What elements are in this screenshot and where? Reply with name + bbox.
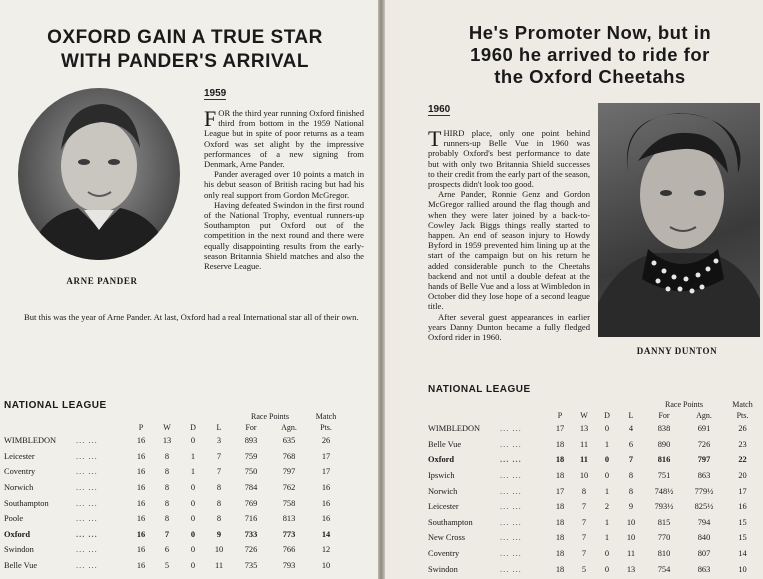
left-header-w: W — [163, 423, 171, 432]
cell-d: 0 — [604, 455, 610, 465]
cell-pts: 23 — [738, 439, 747, 449]
table-row — [428, 499, 761, 515]
cell-p: 16 — [136, 451, 146, 461]
cell-d: 1 — [604, 517, 610, 527]
right-year-heading: 1960 — [428, 104, 451, 115]
cell-l: 10 — [626, 533, 636, 543]
cell-pts: 17 — [321, 451, 331, 461]
cell-l: 7 — [216, 451, 222, 461]
cell-p: 18 — [555, 549, 565, 559]
right-header-pts: Pts. — [736, 411, 749, 420]
cell-team: Norwich — [428, 486, 458, 496]
cell-team: WIMBLEDON — [4, 436, 57, 446]
cell-w: 5 — [164, 561, 170, 571]
cell-agn: 840 — [697, 533, 711, 543]
cell-for: 784 — [244, 483, 258, 493]
left-table-header-top — [4, 411, 344, 422]
cell-team: Oxford — [4, 529, 31, 539]
leader-dots: ... ... — [76, 467, 98, 477]
right-header-p: P — [557, 411, 563, 420]
cell-l: 8 — [216, 498, 222, 508]
cell-pts: 14 — [738, 549, 747, 559]
cell-l: 13 — [626, 564, 636, 574]
cell-l: 8 — [216, 483, 222, 493]
cell-w: 7 — [581, 517, 587, 527]
cell-pts: 10 — [321, 561, 331, 571]
cell-d: 1 — [604, 439, 610, 449]
right-table-header — [428, 410, 761, 421]
cell-p: 16 — [136, 561, 146, 571]
left-article-p2: Pander averaged over 10 points a match in his debut season of British racing but had his only real support from Gordon McGregor. — [204, 169, 364, 200]
cell-w: 13 — [162, 436, 172, 446]
cell-for: 759 — [244, 451, 258, 461]
table-row — [4, 480, 344, 496]
cell-l: 8 — [628, 471, 634, 481]
table-row — [4, 464, 344, 480]
table-row — [4, 542, 344, 558]
right-headline-line-2: 1960 he arrived to ride for — [470, 44, 710, 65]
cell-p: 16 — [136, 483, 146, 493]
cell-pts: 26 — [321, 436, 331, 446]
cell-l: 7 — [628, 455, 634, 465]
leader-dots: ... ... — [500, 549, 522, 559]
cell-agn: 758 — [282, 498, 296, 508]
left-header-race-points: Race Points — [251, 412, 289, 421]
cell-agn: 773 — [282, 529, 296, 539]
cell-agn: 863 — [697, 564, 711, 574]
right-article-p2: Arne Pander, Ronnie Genz and Gordon McGregor rallied around the flag though and when they were later joined by a back-to-Cowley Jack Biggs things really started to happen. An end of season injury to Howdy Byford in 1959 prevented him lining up at the start of the campaign but on his return he added considerable punch to the Cheetahs backend and not until a double defeat at the hands of Belle Vue and a loss at Wimbledon in October did they lose hope of a second league title. — [428, 189, 590, 312]
cell-p: 18 — [555, 517, 565, 527]
cell-agn: 825½ — [694, 502, 714, 512]
leader-dots: ... ... — [500, 533, 522, 543]
cell-team: Leicester — [4, 451, 35, 461]
table-row — [4, 449, 344, 465]
cell-w: 7 — [164, 529, 170, 539]
cell-w: 8 — [164, 498, 170, 508]
left-header-for: For — [245, 423, 257, 432]
cell-team: Leicester — [428, 502, 459, 512]
left-header-agn: Agn. — [281, 423, 297, 432]
left-headline-line-2: WITH PANDER'S ARRIVAL — [61, 51, 309, 72]
cell-l: 8 — [216, 514, 222, 524]
table-row — [428, 546, 761, 562]
right-header-race-points: Race Points — [665, 400, 703, 409]
leader-dots: ... ... — [76, 436, 98, 446]
cell-w: 8 — [164, 483, 170, 493]
cell-d: 0 — [604, 471, 610, 481]
left-header-p: P — [138, 423, 144, 432]
cell-p: 16 — [136, 467, 146, 477]
leader-dots: ... ... — [500, 517, 522, 527]
cell-pts: 22 — [738, 455, 747, 465]
leader-dots: ... ... — [500, 564, 522, 574]
cell-p: 18 — [555, 471, 565, 481]
cell-d: 0 — [190, 483, 196, 493]
page-gutter — [378, 0, 385, 579]
cell-l: 6 — [628, 439, 634, 449]
cell-for: 751 — [657, 471, 671, 481]
cell-for: 770 — [657, 533, 671, 543]
danny-dunton-photo — [598, 103, 760, 337]
leader-dots: ... ... — [500, 502, 522, 512]
cell-d: 0 — [190, 529, 196, 539]
cell-pts: 16 — [321, 498, 331, 508]
cell-pts: 17 — [321, 467, 331, 477]
cell-w: 8 — [164, 451, 170, 461]
cell-p: 18 — [555, 455, 565, 465]
cell-l: 11 — [626, 549, 636, 559]
leader-dots: ... ... — [500, 455, 522, 465]
leader-dots: ... ... — [76, 498, 98, 508]
cell-agn: 726 — [697, 439, 711, 449]
cell-for: 716 — [244, 514, 258, 524]
cell-team: Southampton — [4, 498, 49, 508]
cell-team: Belle Vue — [428, 439, 462, 449]
cell-p: 16 — [136, 498, 146, 508]
right-table-header-top — [428, 399, 761, 410]
cell-p: 18 — [555, 564, 565, 574]
cell-l: 3 — [216, 436, 222, 446]
left-header-l: L — [216, 423, 222, 432]
cell-agn: 793 — [282, 561, 296, 571]
cell-d: 0 — [604, 549, 610, 559]
cell-pts: 15 — [738, 533, 747, 543]
cell-team: WIMBLEDON — [428, 424, 481, 434]
cell-team: Coventry — [428, 549, 460, 559]
cell-pts: 26 — [738, 424, 747, 434]
cell-agn: 794 — [697, 517, 711, 527]
cell-pts: 16 — [321, 514, 331, 524]
cell-for: 769 — [244, 498, 258, 508]
danny-dunton-caption: DANNY DUNTON — [636, 346, 718, 356]
cell-d: 1 — [190, 451, 196, 461]
cell-w: 11 — [580, 455, 588, 465]
leader-dots: ... ... — [500, 486, 522, 496]
cell-agn: 797 — [282, 467, 296, 477]
cell-d: 1 — [190, 467, 196, 477]
cell-for: 733 — [244, 529, 258, 539]
cell-p: 16 — [136, 529, 146, 539]
cell-d: 1 — [604, 486, 610, 496]
cell-team: Poole — [4, 514, 24, 524]
right-league-table — [428, 399, 761, 577]
cell-w: 8 — [164, 467, 170, 477]
cell-team: Ipswich — [428, 471, 455, 481]
cell-w: 8 — [581, 486, 587, 496]
left-year-heading: 1959 — [204, 88, 227, 99]
right-table-body — [428, 421, 761, 577]
cell-agn: 635 — [282, 436, 296, 446]
cell-p: 16 — [136, 514, 146, 524]
cell-w: 7 — [581, 502, 587, 512]
cell-d: 0 — [604, 424, 610, 434]
cell-agn: 779½ — [694, 486, 714, 496]
cell-team: Swindon — [428, 564, 458, 574]
table-row — [428, 515, 761, 531]
cell-w: 7 — [581, 533, 587, 543]
cell-w: 10 — [579, 471, 589, 481]
right-headline-line-3: the Oxford Cheetahs — [494, 66, 686, 87]
cell-agn: 797 — [697, 455, 711, 465]
left-headline — [10, 26, 360, 74]
cell-pts: 15 — [738, 517, 747, 527]
left-header-d: D — [190, 423, 196, 432]
right-article-p3: After several guest appearances in earlier years Danny Dunton became a fully fledged Oxford rider in 1960. — [428, 311, 590, 343]
cell-for: 726 — [244, 545, 258, 555]
leader-dots: ... ... — [76, 483, 98, 493]
cell-d: 0 — [604, 564, 610, 574]
right-section-title: NATIONAL LEAGUE — [428, 384, 531, 395]
cell-pts: 16 — [321, 483, 331, 493]
left-section-title: NATIONAL LEAGUE — [4, 400, 107, 411]
portrait-illustration-icon — [18, 88, 180, 260]
leader-dots: ... ... — [500, 471, 522, 481]
cell-p: 17 — [555, 486, 565, 496]
cell-w: 11 — [579, 439, 589, 449]
left-header-match: Match — [315, 412, 337, 421]
cell-l: 10 — [626, 517, 636, 527]
cell-l: 7 — [216, 467, 222, 477]
leader-dots: ... ... — [76, 561, 98, 571]
right-article — [428, 128, 590, 342]
table-row — [4, 433, 344, 449]
right-page — [385, 0, 763, 579]
cell-team: Coventry — [4, 467, 36, 477]
cell-l: 4 — [628, 424, 634, 434]
cell-team: Oxford — [428, 455, 455, 465]
cell-w: 6 — [164, 545, 170, 555]
cell-d: 0 — [190, 436, 196, 446]
cell-d: 0 — [190, 545, 196, 555]
cell-for: 838 — [657, 424, 671, 434]
leader-dots: ... ... — [76, 545, 98, 555]
right-header-l: L — [628, 411, 634, 420]
table-row — [428, 530, 761, 546]
cell-team: Southampton — [428, 517, 473, 527]
cell-for: 815 — [657, 517, 671, 527]
cell-agn: 691 — [697, 424, 711, 434]
cell-for: 735 — [244, 561, 258, 571]
cell-pts: 12 — [321, 545, 331, 555]
cell-for: 810 — [657, 549, 671, 559]
left-table-header — [4, 422, 344, 433]
cell-w: 13 — [579, 424, 589, 434]
cell-team: Swindon — [4, 545, 34, 555]
cell-for: 754 — [657, 564, 671, 574]
leader-dots: ... ... — [76, 451, 98, 461]
left-article-p1: OR the third year running Oxford finished third from bottom in the 1959 National League but in spite of poor returns as a team Oxford was set alight by the impressive performances of a new signing from Denmark, Arne Pander. — [204, 108, 364, 170]
leader-dots: ... ... — [76, 529, 98, 539]
right-headline — [435, 22, 745, 88]
cell-w: 7 — [581, 549, 587, 559]
cell-agn: 762 — [282, 483, 296, 493]
cell-d: 0 — [190, 498, 196, 508]
table-row — [428, 421, 761, 437]
table-row — [428, 483, 761, 499]
cell-for: 748½ — [654, 486, 674, 496]
right-article-p1: HIRD place, only one point behind runners-up Belle Vue in 1960 was probably Oxford's best performance to date but with only two Britannia Shield successes to their credit from the early part of the season, prospects didn't look too good. — [428, 128, 590, 190]
table-row — [428, 437, 761, 453]
arne-pander-photo — [18, 88, 180, 260]
table-row — [428, 468, 761, 484]
table-row — [428, 561, 761, 577]
cell-pts: 20 — [738, 471, 747, 481]
cell-p: 16 — [136, 436, 146, 446]
left-headline-line-1: OXFORD GAIN A TRUE STAR — [47, 27, 323, 48]
cell-for: 890 — [657, 439, 671, 449]
cell-d: 2 — [604, 502, 610, 512]
right-dropcap: T — [428, 126, 442, 151]
cell-p: 17 — [555, 424, 565, 434]
cell-d: 0 — [190, 514, 196, 524]
cell-agn: 813 — [282, 514, 296, 524]
cell-for: 793½ — [654, 502, 674, 512]
portrait-illustration-icon — [598, 103, 760, 337]
cell-pts: 17 — [738, 486, 747, 496]
cell-p: 18 — [555, 502, 565, 512]
cell-p: 18 — [555, 533, 565, 543]
leader-dots: ... ... — [500, 439, 522, 449]
cell-p: 18 — [555, 439, 565, 449]
cell-w: 5 — [581, 564, 587, 574]
cell-for: 816 — [657, 455, 671, 465]
cell-l: 9 — [628, 502, 634, 512]
cell-pts: 10 — [738, 564, 747, 574]
arne-pander-caption: ARNE PANDER — [66, 276, 138, 286]
right-header-d: D — [604, 411, 610, 420]
table-row — [4, 495, 344, 511]
cell-p: 16 — [136, 545, 146, 555]
cell-agn: 807 — [697, 549, 711, 559]
cell-team: New Cross — [428, 533, 465, 543]
table-row — [428, 452, 761, 468]
cell-for: 750 — [244, 467, 258, 477]
right-header-agn: Agn. — [696, 411, 712, 420]
cell-d: 0 — [190, 561, 196, 571]
cell-agn: 766 — [282, 545, 296, 555]
left-article-p3: Having defeated Swindon in the first round of the National Trophy, eventual runners-up Southampton put Oxford out of the competition in the next round and there were equally disappointing results from the early-season Britannia Shield matches and also the Reserve League. — [204, 199, 364, 272]
cell-l: 9 — [216, 529, 222, 539]
cell-w: 8 — [164, 514, 170, 524]
cell-pts: 14 — [321, 529, 331, 539]
left-header-pts: Pts. — [320, 423, 332, 432]
leader-dots: ... ... — [500, 424, 522, 434]
cell-d: 1 — [604, 533, 610, 543]
table-row — [4, 558, 344, 574]
left-article-p4: But this was the year of Arne Pander. At last, Oxford had a real International star all of their own. — [24, 312, 359, 322]
cell-l: 8 — [628, 486, 634, 496]
cell-team: Norwich — [4, 483, 34, 493]
left-page — [0, 0, 378, 579]
cell-agn: 863 — [697, 471, 711, 481]
left-table-body — [4, 433, 344, 573]
right-header-for: For — [658, 411, 670, 420]
left-dropcap: F — [204, 106, 217, 131]
table-row — [4, 527, 344, 543]
right-header-w: W — [580, 411, 588, 420]
left-article — [204, 108, 364, 271]
left-league-table — [4, 411, 344, 573]
right-header-match: Match — [732, 400, 753, 409]
table-row — [4, 511, 344, 527]
right-headline-line-1: He's Promoter Now, but in — [468, 22, 712, 43]
cell-pts: 16 — [738, 502, 747, 512]
cell-team: Belle Vue — [4, 561, 38, 571]
leader-dots: ... ... — [76, 514, 98, 524]
cell-l: 11 — [214, 561, 224, 571]
cell-for: 893 — [244, 436, 258, 446]
cell-l: 10 — [214, 545, 224, 555]
cell-agn: 768 — [282, 451, 296, 461]
